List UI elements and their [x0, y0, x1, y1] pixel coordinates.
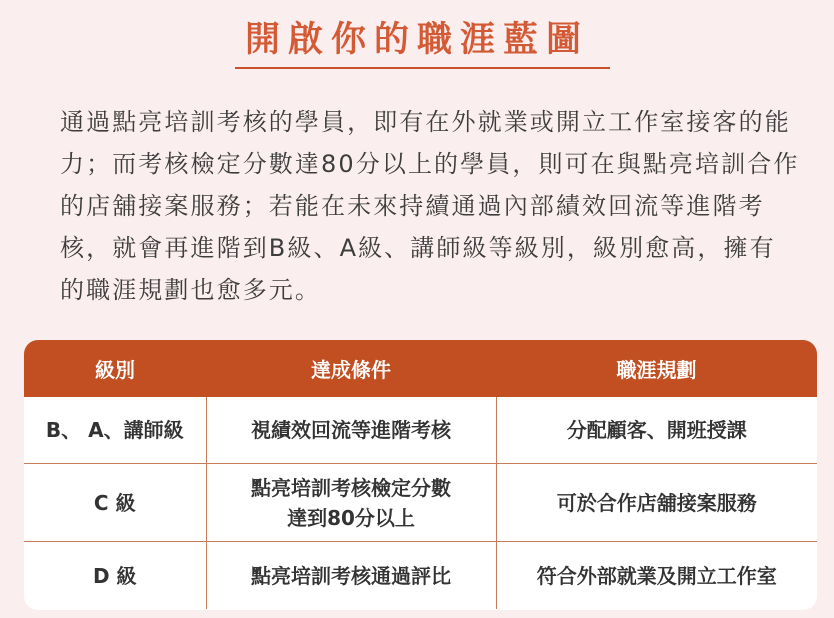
level-cell: B、 A、講師級 — [24, 397, 206, 464]
career-table — [24, 340, 817, 609]
table-header-row — [24, 340, 817, 397]
condition-line: 點亮培訓考核檢定分數 — [251, 475, 451, 500]
table-row — [24, 542, 817, 610]
condition-cell — [206, 397, 496, 464]
level-cell: D 級 — [24, 542, 206, 610]
level-cell: C 級 — [24, 464, 206, 542]
header-level: 級別 — [24, 340, 206, 397]
condition-cell — [206, 464, 496, 542]
career-cell: 符合外部就業及開立工作室 — [536, 563, 777, 588]
condition-line: 視績效回流等進階考核 — [251, 418, 451, 442]
career-cell: 可於合作店舖接案服務 — [496, 464, 817, 542]
condition-line: 點亮培訓考核通過評比 — [251, 563, 451, 588]
condition-line: 達到80分以上 — [287, 505, 415, 530]
career-table-card — [24, 340, 817, 610]
table-row — [24, 397, 817, 464]
intro-paragraph: 通過點亮培訓考核的學員，即有在外就業或開立工作室接客的能力；而考核檢定分數達80分以上的學員，則可在與點亮培訓合作的店舖接案服務；若能在未來持續通過內部績效回流等進階考核，就會再進階到B級、A級、講師級等級別，級別愈高，擁有的職涯規劃也愈多元。 — [60, 108, 800, 304]
condition-cell — [206, 542, 496, 610]
page-title: 開啟你的職涯藍圖 — [244, 20, 589, 60]
career-cell: 分配顧客、開班授課 — [496, 397, 817, 464]
table-row — [24, 464, 817, 542]
header-condition: 達成條件 — [206, 340, 496, 397]
header-career: 職涯規劃 — [496, 340, 817, 397]
title-underline — [235, 67, 610, 69]
